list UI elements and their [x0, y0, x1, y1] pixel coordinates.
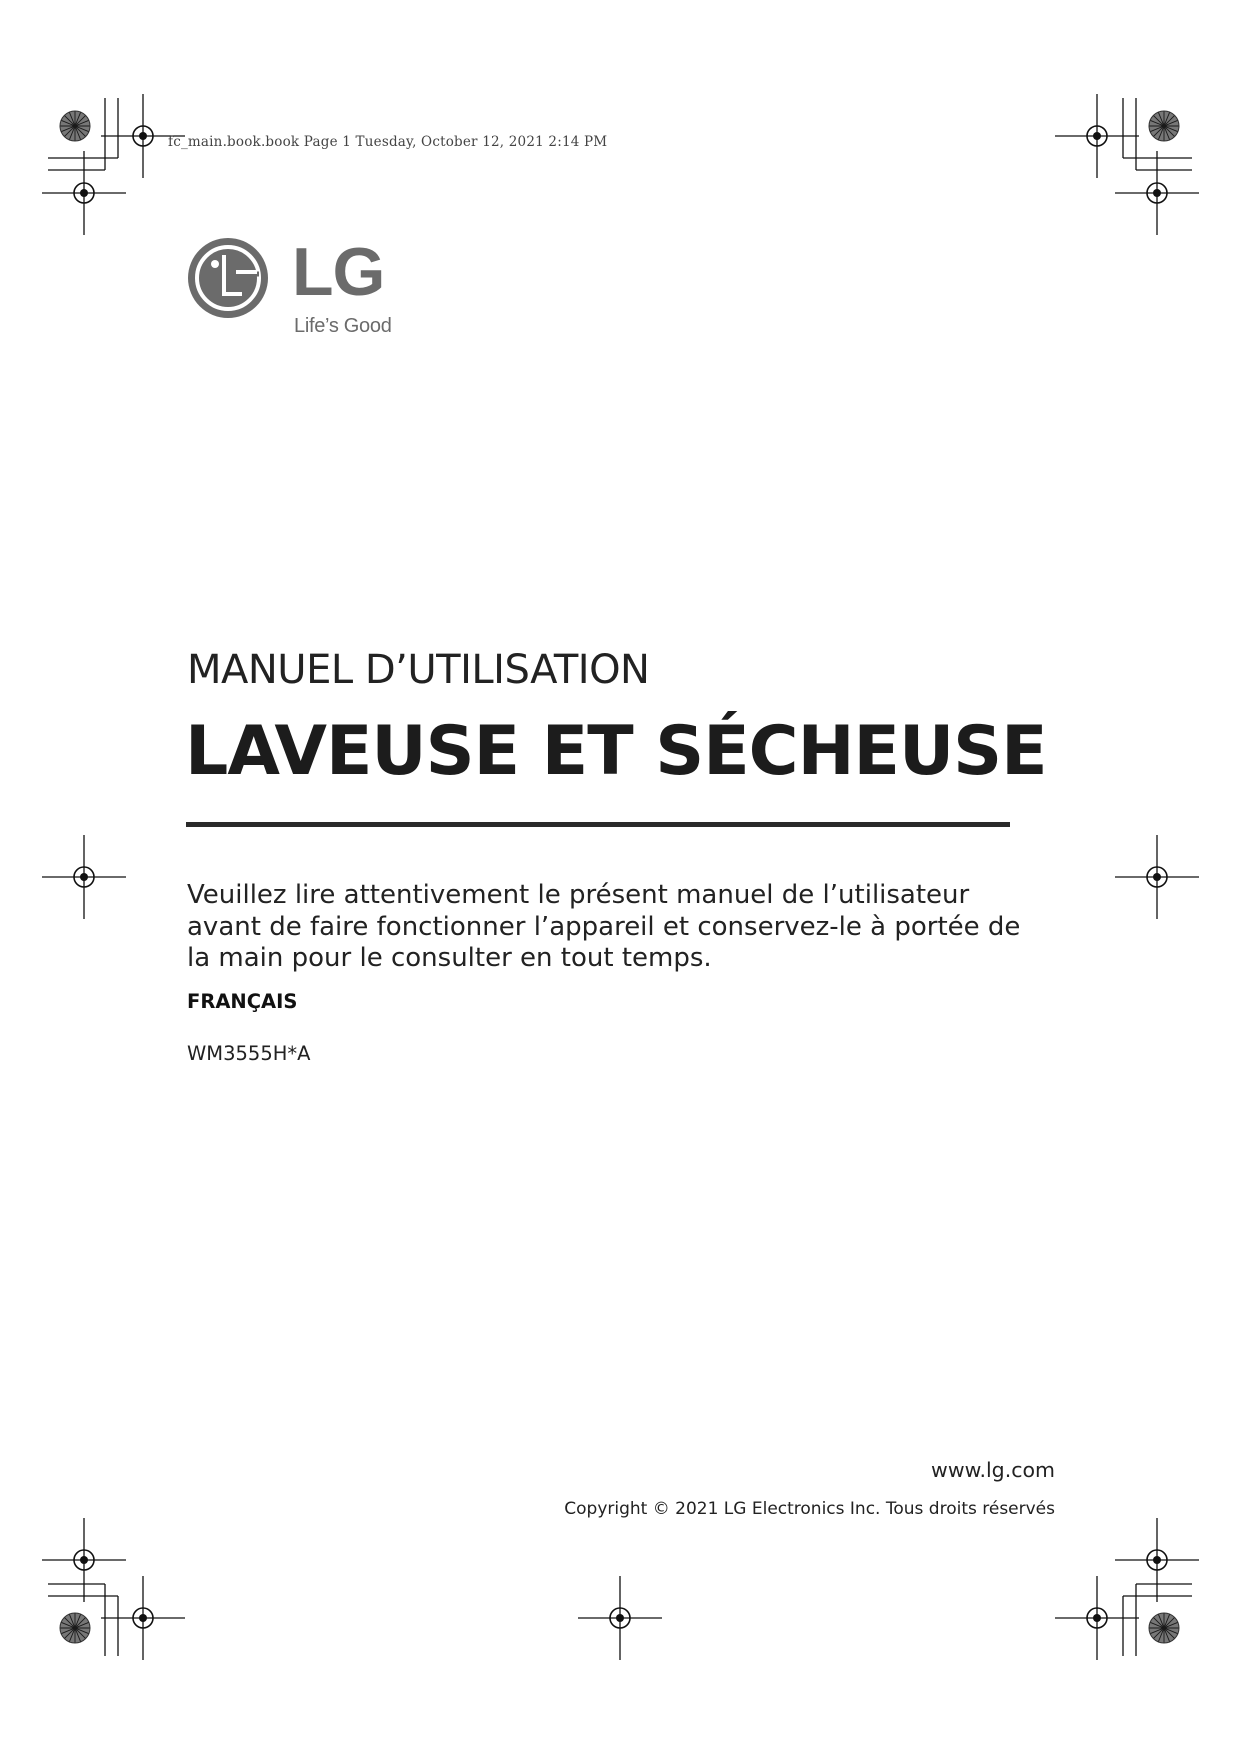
document-title: LAVEUSE ET SÉCHEUSE: [185, 712, 1047, 791]
title-divider: [186, 822, 1010, 827]
crop-mark-top-left: [48, 98, 118, 170]
language-label: FRANÇAIS: [187, 990, 298, 1013]
registration-mark: [1115, 1518, 1199, 1602]
print-header: fc_main.book.book Page 1 Tuesday, October 12, 2021 2:14 PM: [168, 134, 608, 150]
copyright-notice: Copyright © 2021 LG Electronics Inc. Tous droits réservés: [564, 1499, 1055, 1519]
brand-slogan: Life’s Good: [294, 315, 392, 337]
registration-mark: [42, 1518, 126, 1602]
intro-text: Veuillez lire attentivement le présent manuel de l’utilisateur avant de faire fonctionner l’appareil et conservez-le à portée de la main pour le consulter en tout temps.: [187, 880, 1021, 973]
lg-logo-icon: [186, 236, 270, 320]
registration-mark: [1055, 94, 1139, 178]
registration-mark: [1115, 835, 1199, 919]
registration-mark: [42, 835, 126, 919]
document-type: MANUEL D’UTILISATION: [187, 647, 650, 693]
registration-mark: [1055, 1576, 1139, 1660]
registration-mark: [42, 151, 126, 235]
brand-wordmark: LG: [292, 234, 385, 310]
registration-mark: [1115, 151, 1199, 235]
model-number: WM3555H*A: [187, 1042, 311, 1065]
registration-mark: [578, 1576, 662, 1660]
website-link[interactable]: www.lg.com: [931, 1458, 1055, 1482]
crop-mark-bottom-left: [48, 1584, 118, 1656]
registration-mark: [101, 1576, 185, 1660]
